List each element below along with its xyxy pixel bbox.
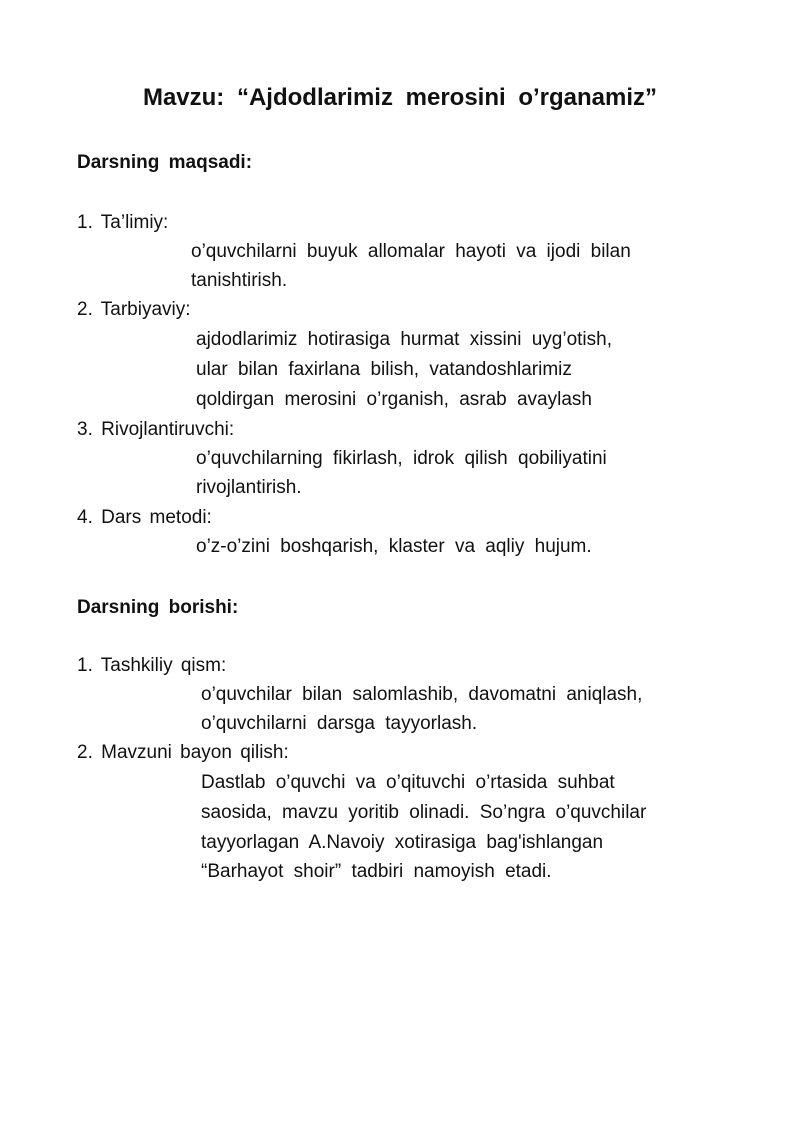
goal-text-line: qoldirgan merosini o’rganish, asrab avaylash: [196, 389, 592, 410]
goal-label-educational: 1. Ta’limiy:: [77, 212, 169, 233]
section-heading-procedure: Darsning borishi:: [77, 597, 239, 618]
step-text-line: o’quvchilarni darsga tayyorlash.: [201, 713, 478, 734]
step-text-line: “Barhayot shoir” tadbiri namoyish etadi.: [201, 861, 552, 882]
section-heading-goals: Darsning maqsadi:: [77, 152, 253, 173]
goal-text-line: o’quvchilarning fikirlash, idrok qilish qobiliyatini: [196, 448, 607, 469]
document-title: Mavzu: “Ajdodlarimiz merosini o’rganamiz”: [142, 84, 658, 111]
goal-text-line: ular bilan faxirlana bilish, vatandoshlarimiz: [196, 359, 572, 380]
step-text-line: tayyorlagan A.Navoiy xotirasiga bag'ishlangan: [201, 832, 604, 853]
step-label-presentation: 2. Mavzuni bayon qilish:: [77, 742, 289, 763]
goal-text-line: ajdodlarimiz hotirasiga hurmat xissini uyg’otish,: [196, 329, 613, 350]
step-text-line: saosida, mavzu yoritib olinadi. So’ngra o’quvchilar: [201, 802, 647, 823]
goal-label-method: 4. Dars metodi:: [77, 507, 212, 528]
goal-text-line: tanishtirish.: [191, 270, 288, 291]
step-label-organizational: 1. Tashkiliy qism:: [77, 655, 227, 676]
step-text-line: Dastlab o’quvchi va o’qituvchi o’rtasida suhbat: [201, 772, 615, 793]
goal-text-line: o’z-o’zini boshqarish, klaster va aqliy hujum.: [196, 536, 592, 557]
goal-label-developmental: 3. Rivojlantiruvchi:: [77, 419, 235, 440]
goal-label-upbringing: 2. Tarbiyaviy:: [77, 299, 191, 320]
goal-text-line: rivojlantirish.: [196, 477, 302, 498]
step-text-line: o’quvchilar bilan salomlashib, davomatni aniqlash,: [201, 684, 643, 705]
goal-text-line: o’quvchilarni buyuk allomalar hayoti va ijodi bilan: [191, 241, 631, 262]
